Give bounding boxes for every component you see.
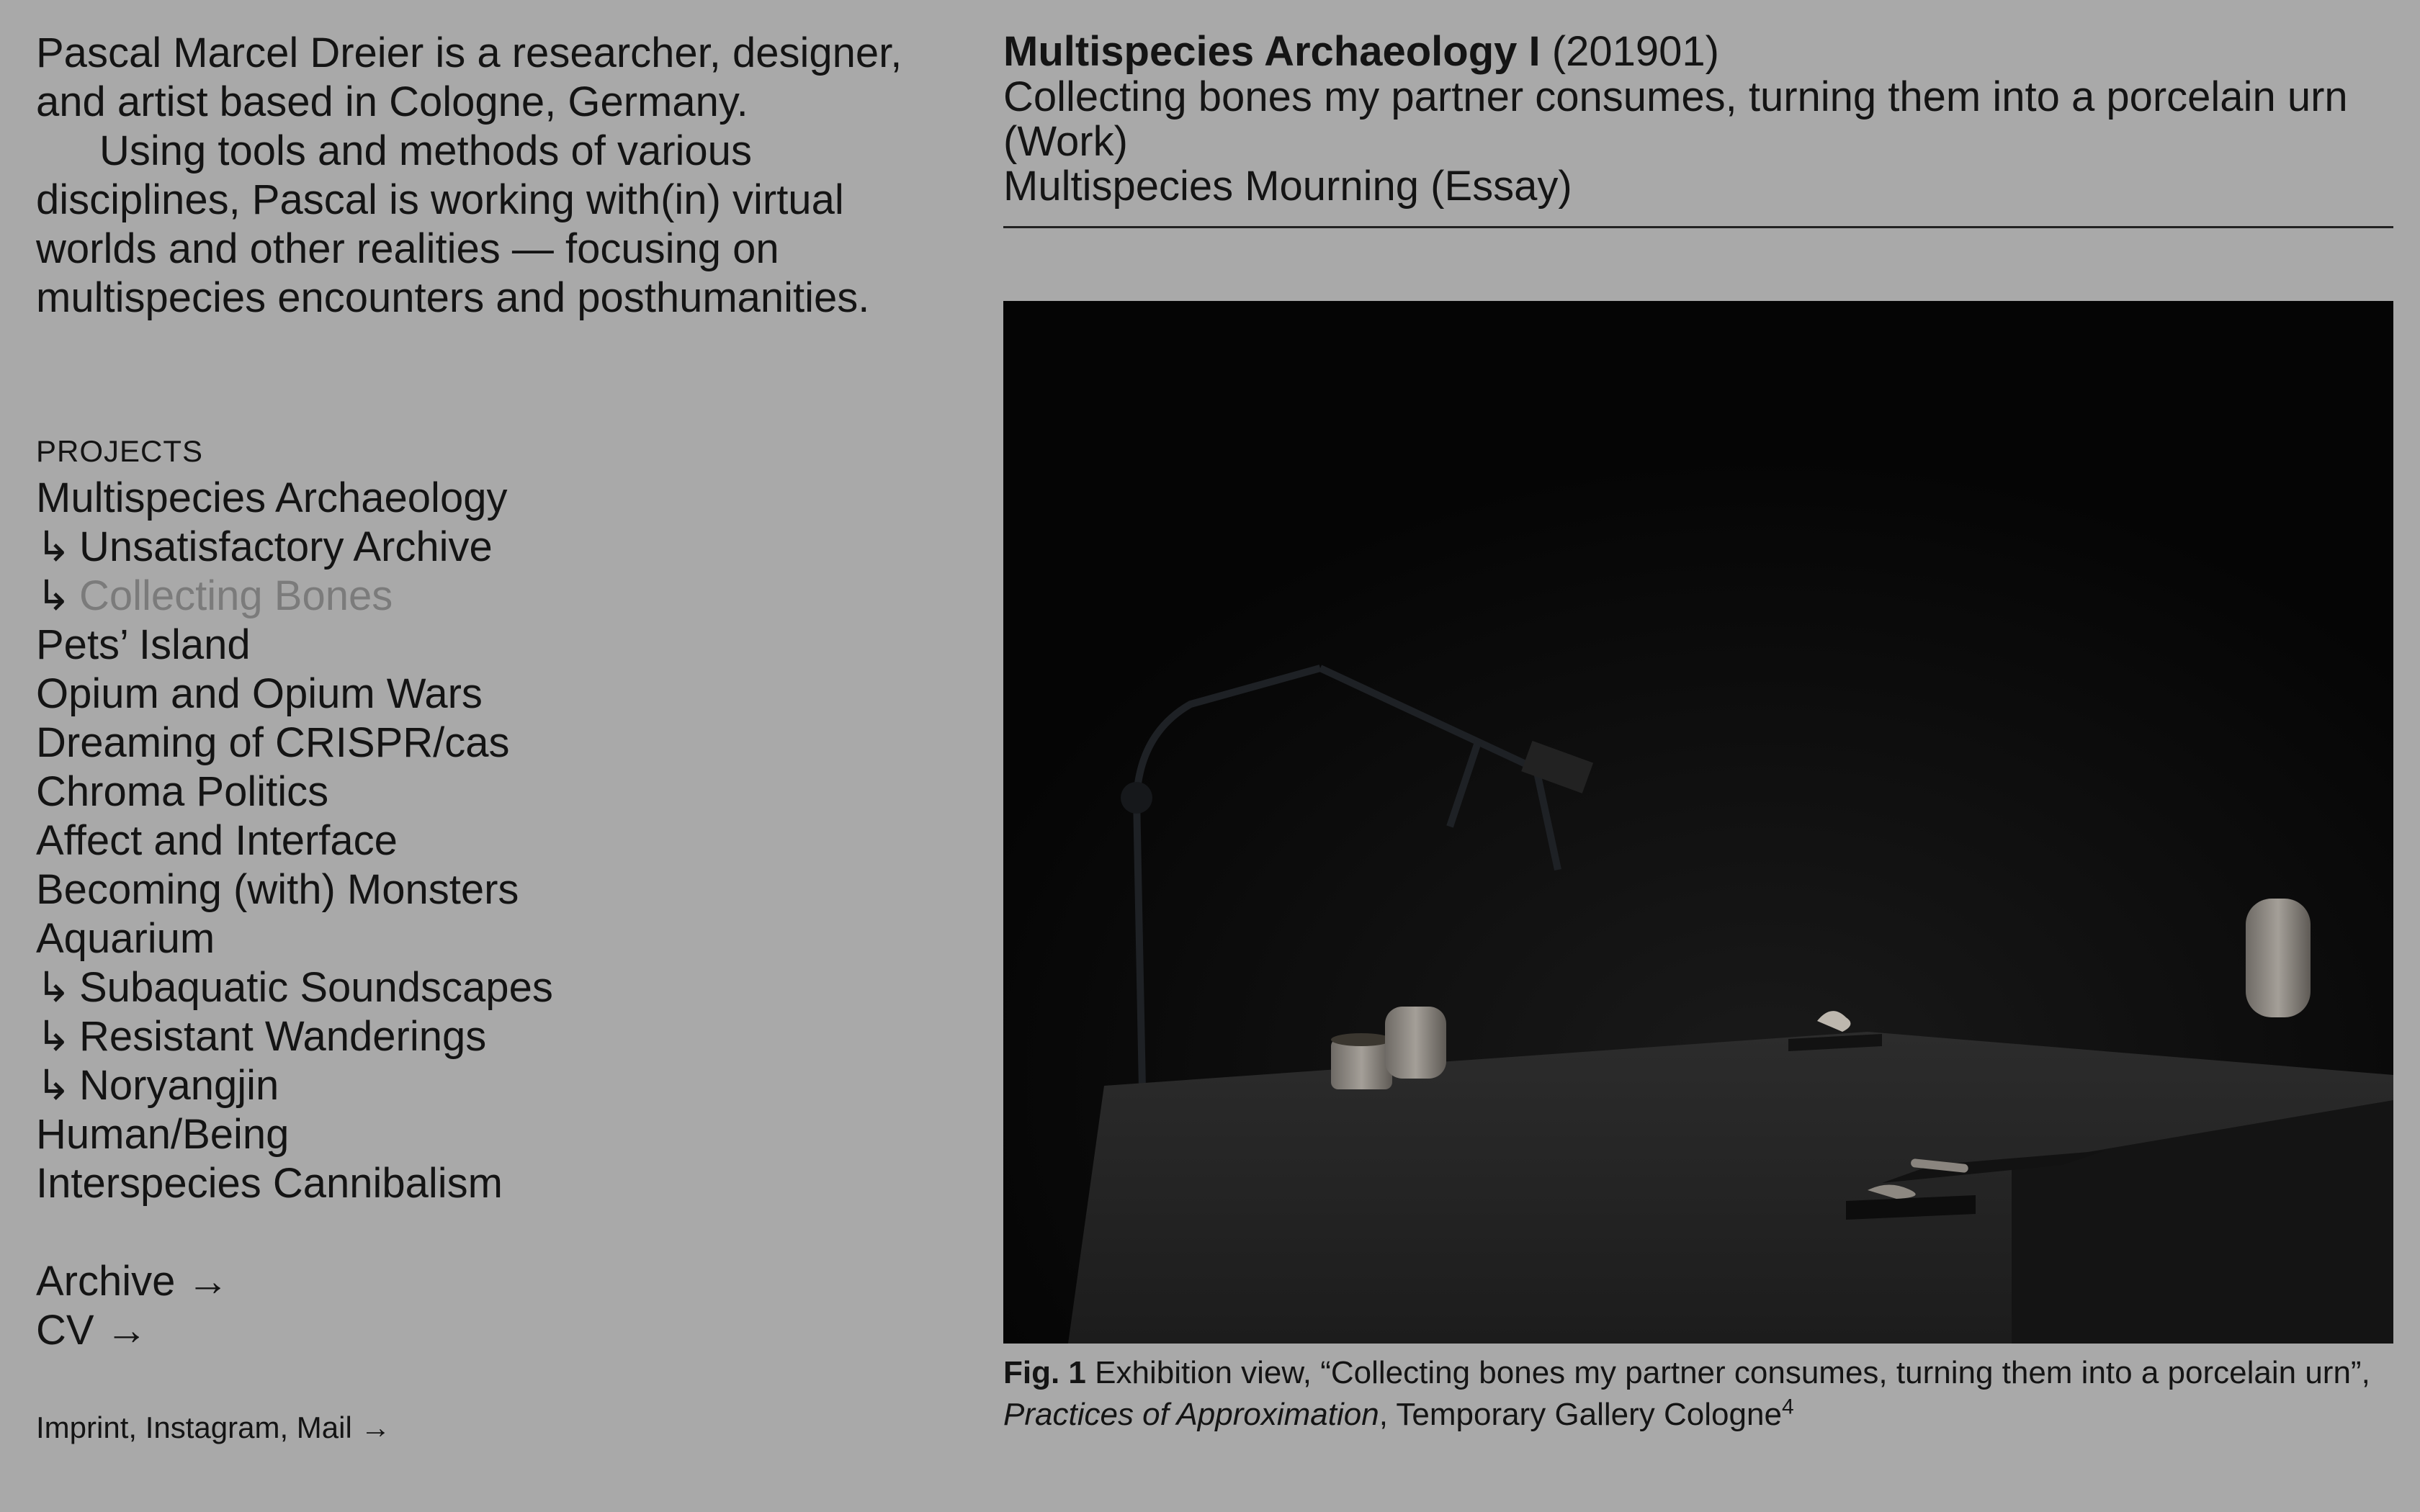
caption-exhibition-title: Practices of Approximation [1003, 1397, 1379, 1432]
work-title-name: Multispecies Archaeology I [1003, 28, 1541, 75]
project-human-being[interactable]: Human/Being [36, 1111, 290, 1158]
project-opium-wars[interactable]: Opium and Opium Wars [36, 670, 483, 717]
extra-links [36, 1257, 944, 1355]
project-interspecies-cannibalism[interactable]: Interspecies Cannibalism [36, 1160, 503, 1207]
right-column [1003, 29, 2393, 228]
sub-arrow-icon: ↳ [36, 1062, 71, 1109]
project-multispecies-archaeology[interactable]: Multispecies Archaeology [36, 474, 508, 521]
work-title-code: (201901) [1551, 28, 1719, 75]
project-unsatisfactory-archive[interactable]: ↳ Unsatisfactory Archive [36, 523, 493, 570]
divider [1003, 226, 2393, 228]
sub-arrow-icon: ↳ [36, 572, 71, 619]
exhibition-photo-graphic [1003, 301, 2393, 1344]
projects-list [36, 474, 944, 1208]
bio-line-2: Using tools and methods of various disciplines, Pascal is working with(in) virtual worlds and other realities — focusing on multispecies encounters and posthumanities. [36, 127, 870, 321]
work-link[interactable]: Collecting bones my partner consumes, turning them into a porcelain urn (Work) [1003, 73, 2348, 165]
caption-venue: , Temporary Gallery Cologne [1379, 1397, 1782, 1432]
project-subaquatic-soundscapes[interactable]: ↳ Subaquatic Soundscapes [36, 964, 553, 1011]
cv-link[interactable]: CV → [36, 1307, 148, 1354]
caption-fig-label: Fig. 1 [1003, 1355, 1086, 1390]
sub-arrow-icon: ↳ [36, 1013, 71, 1060]
project-dreaming-crispr[interactable]: Dreaming of CRISPR/cas [36, 719, 510, 766]
project-becoming-monsters[interactable]: Becoming (with) Monsters [36, 866, 519, 913]
sub-arrow-icon: ↳ [36, 523, 71, 570]
caption-text: Exhibition view, “Collecting bones my partner consumes, turning them into a porcelain urn”, [1095, 1355, 2370, 1390]
archive-link[interactable]: Archive → [36, 1258, 229, 1305]
exhibition-photo [1003, 301, 2393, 1344]
project-chroma-politics[interactable]: Chroma Politics [36, 768, 329, 815]
project-noryangjin[interactable]: ↳ Noryangjin [36, 1062, 279, 1109]
bio-line-1: Pascal Marcel Dreier is a researcher, designer, and artist based in Cologne, Germany. [36, 30, 902, 125]
figure-caption [1003, 1352, 2393, 1436]
bio [36, 29, 944, 323]
footer-links[interactable]: Imprint, Instagram, Mail → [36, 1410, 391, 1444]
work-title [1003, 29, 2393, 75]
caption-footnote[interactable]: 4 [1781, 1395, 1794, 1419]
project-affect-interface[interactable]: Affect and Interface [36, 817, 398, 864]
left-column [36, 29, 944, 1355]
projects-heading: PROJECTS [36, 434, 204, 468]
project-resistant-wanderings[interactable]: ↳ Resistant Wanderings [36, 1013, 487, 1060]
project-pets-island[interactable]: Pets’ Island [36, 621, 251, 668]
project-aquarium[interactable]: Aquarium [36, 915, 215, 962]
essay-link[interactable]: Multispecies Mourning (Essay) [1003, 163, 1572, 210]
sub-arrow-icon: ↳ [36, 964, 71, 1011]
project-collecting-bones[interactable]: ↳ Collecting Bones [36, 572, 393, 619]
